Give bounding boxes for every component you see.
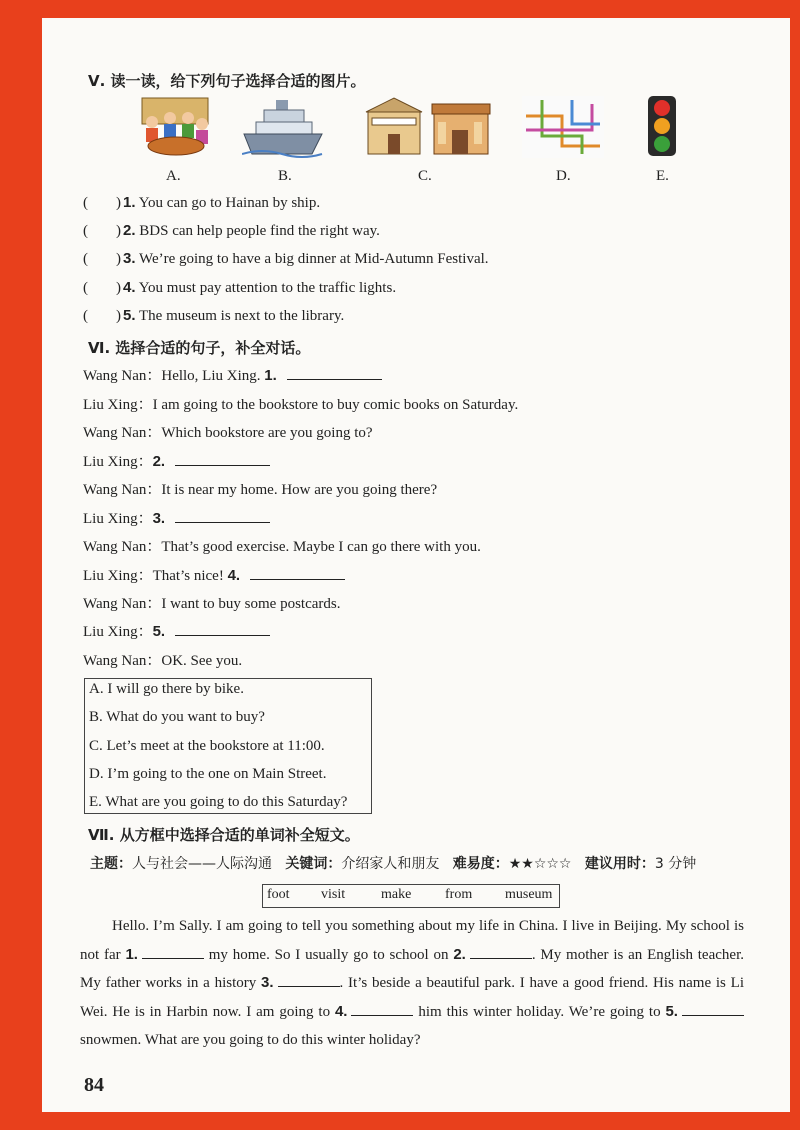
library-museum-icon: [362, 96, 494, 158]
passage: Hello. I’m Sally. I am going to tell you something about my life in China. I live in Beijing. My school is not far 1. my home. So I usually go to school on 2. . My mother is an English teacher. My father works in a history 3. . It’s beside a beautiful park. I have a good friend. His name is Li Wei. He is in Harbin now. I am going to 4. him this winter holiday. We’re going to 5. snowmen. What are you going to do this winter holiday?: [80, 918, 744, 1048]
exercise-meta: 主题：人与社会——人际沟通 关键词：介绍家人和朋友 难易度：★★☆☆☆ 建议用时：3 分钟: [90, 856, 697, 872]
page-number: 84: [84, 1074, 104, 1096]
answer-blank[interactable]: [351, 1003, 413, 1016]
dialogue-line: Liu Xing：That’s nice! 4.: [83, 564, 345, 585]
pic-label-e: E.: [656, 168, 669, 184]
answer-blank[interactable]: [250, 567, 345, 580]
pic-label-d: D.: [556, 168, 571, 184]
answer-paren[interactable]: ( ): [83, 251, 121, 267]
option-b: B. What do you want to buy?: [89, 709, 265, 725]
question-row: ( ) 3. We’re going to have a big dinner at Mid-Autumn Festival.: [83, 250, 489, 267]
word: foot: [267, 887, 290, 902]
section5-title: Ⅴ. 读一读，给下列句子选择合适的图片。: [88, 72, 366, 90]
answer-blank[interactable]: [287, 367, 382, 380]
option-e: E. What are you going to do this Saturday?: [89, 794, 348, 810]
pic-label-a: A.: [166, 168, 181, 184]
map-icon: [522, 96, 604, 158]
picture-row: [130, 96, 730, 166]
answer-blank[interactable]: [175, 453, 270, 466]
option-a: A. I will go there by bike.: [89, 681, 244, 697]
answer-blank[interactable]: [682, 1003, 744, 1016]
section6-title: Ⅵ. 选择合适的句子，补全对话。: [88, 339, 311, 357]
answer-paren[interactable]: ( ): [83, 223, 121, 239]
section7-title: Ⅶ. 从方框中选择合适的单词补全短文。: [88, 826, 360, 844]
answer-paren[interactable]: ( ): [83, 280, 121, 296]
dialogue-line: Wang Nan：Which bookstore are you going to?: [83, 425, 373, 441]
answer-blank[interactable]: [175, 510, 270, 523]
dialogue-line: Wang Nan：I want to buy some postcards.: [83, 596, 341, 612]
dialogue-line: Liu Xing：3.: [83, 507, 270, 528]
question-row: ( ) 4. You must pay attention to the traffic lights.: [83, 279, 397, 296]
options-box: [84, 678, 372, 814]
question-row: ( ) 2. BDS can help people find the right way.: [83, 222, 380, 239]
word: museum: [505, 887, 553, 902]
dialogue-line: Liu Xing：5.: [83, 620, 270, 641]
option-c: C. Let’s meet at the bookstore at 11:00.: [89, 738, 325, 754]
dialogue-line: Wang Nan：Hello, Liu Xing. 1.: [83, 364, 382, 385]
traffic-light-icon: [642, 96, 682, 162]
dialogue-line: Wang Nan：That’s good exercise. Maybe I can go there with you.: [83, 539, 481, 555]
question-row: ( ) 5. The museum is next to the library.: [83, 307, 345, 324]
word-box: [262, 884, 560, 908]
family-dinner-icon: [140, 96, 210, 158]
difficulty-stars: ★★☆☆☆: [508, 856, 572, 872]
word: make: [381, 887, 412, 902]
answer-paren[interactable]: ( ): [83, 308, 121, 324]
pic-label-b: B.: [278, 168, 292, 184]
answer-blank[interactable]: [278, 974, 340, 987]
answer-blank[interactable]: [175, 623, 270, 636]
word: visit: [321, 887, 346, 902]
word: from: [445, 887, 473, 902]
answer-blank[interactable]: [470, 946, 532, 959]
answer-paren[interactable]: ( ): [83, 195, 121, 211]
pic-label-c: C.: [418, 168, 432, 184]
dialogue-line: Liu Xing：2.: [83, 450, 270, 471]
ship-icon: [242, 96, 324, 158]
dialogue-line: Wang Nan：OK. See you.: [83, 653, 243, 669]
option-d: D. I’m going to the one on Main Street.: [89, 766, 327, 782]
dialogue-line: Liu Xing：I am going to the bookstore to buy comic books on Saturday.: [83, 397, 519, 413]
dialogue-line: Wang Nan：It is near my home. How are you going there?: [83, 482, 438, 498]
answer-blank[interactable]: [142, 946, 204, 959]
question-row: ( ) 1. You can go to Hainan by ship.: [83, 194, 321, 211]
